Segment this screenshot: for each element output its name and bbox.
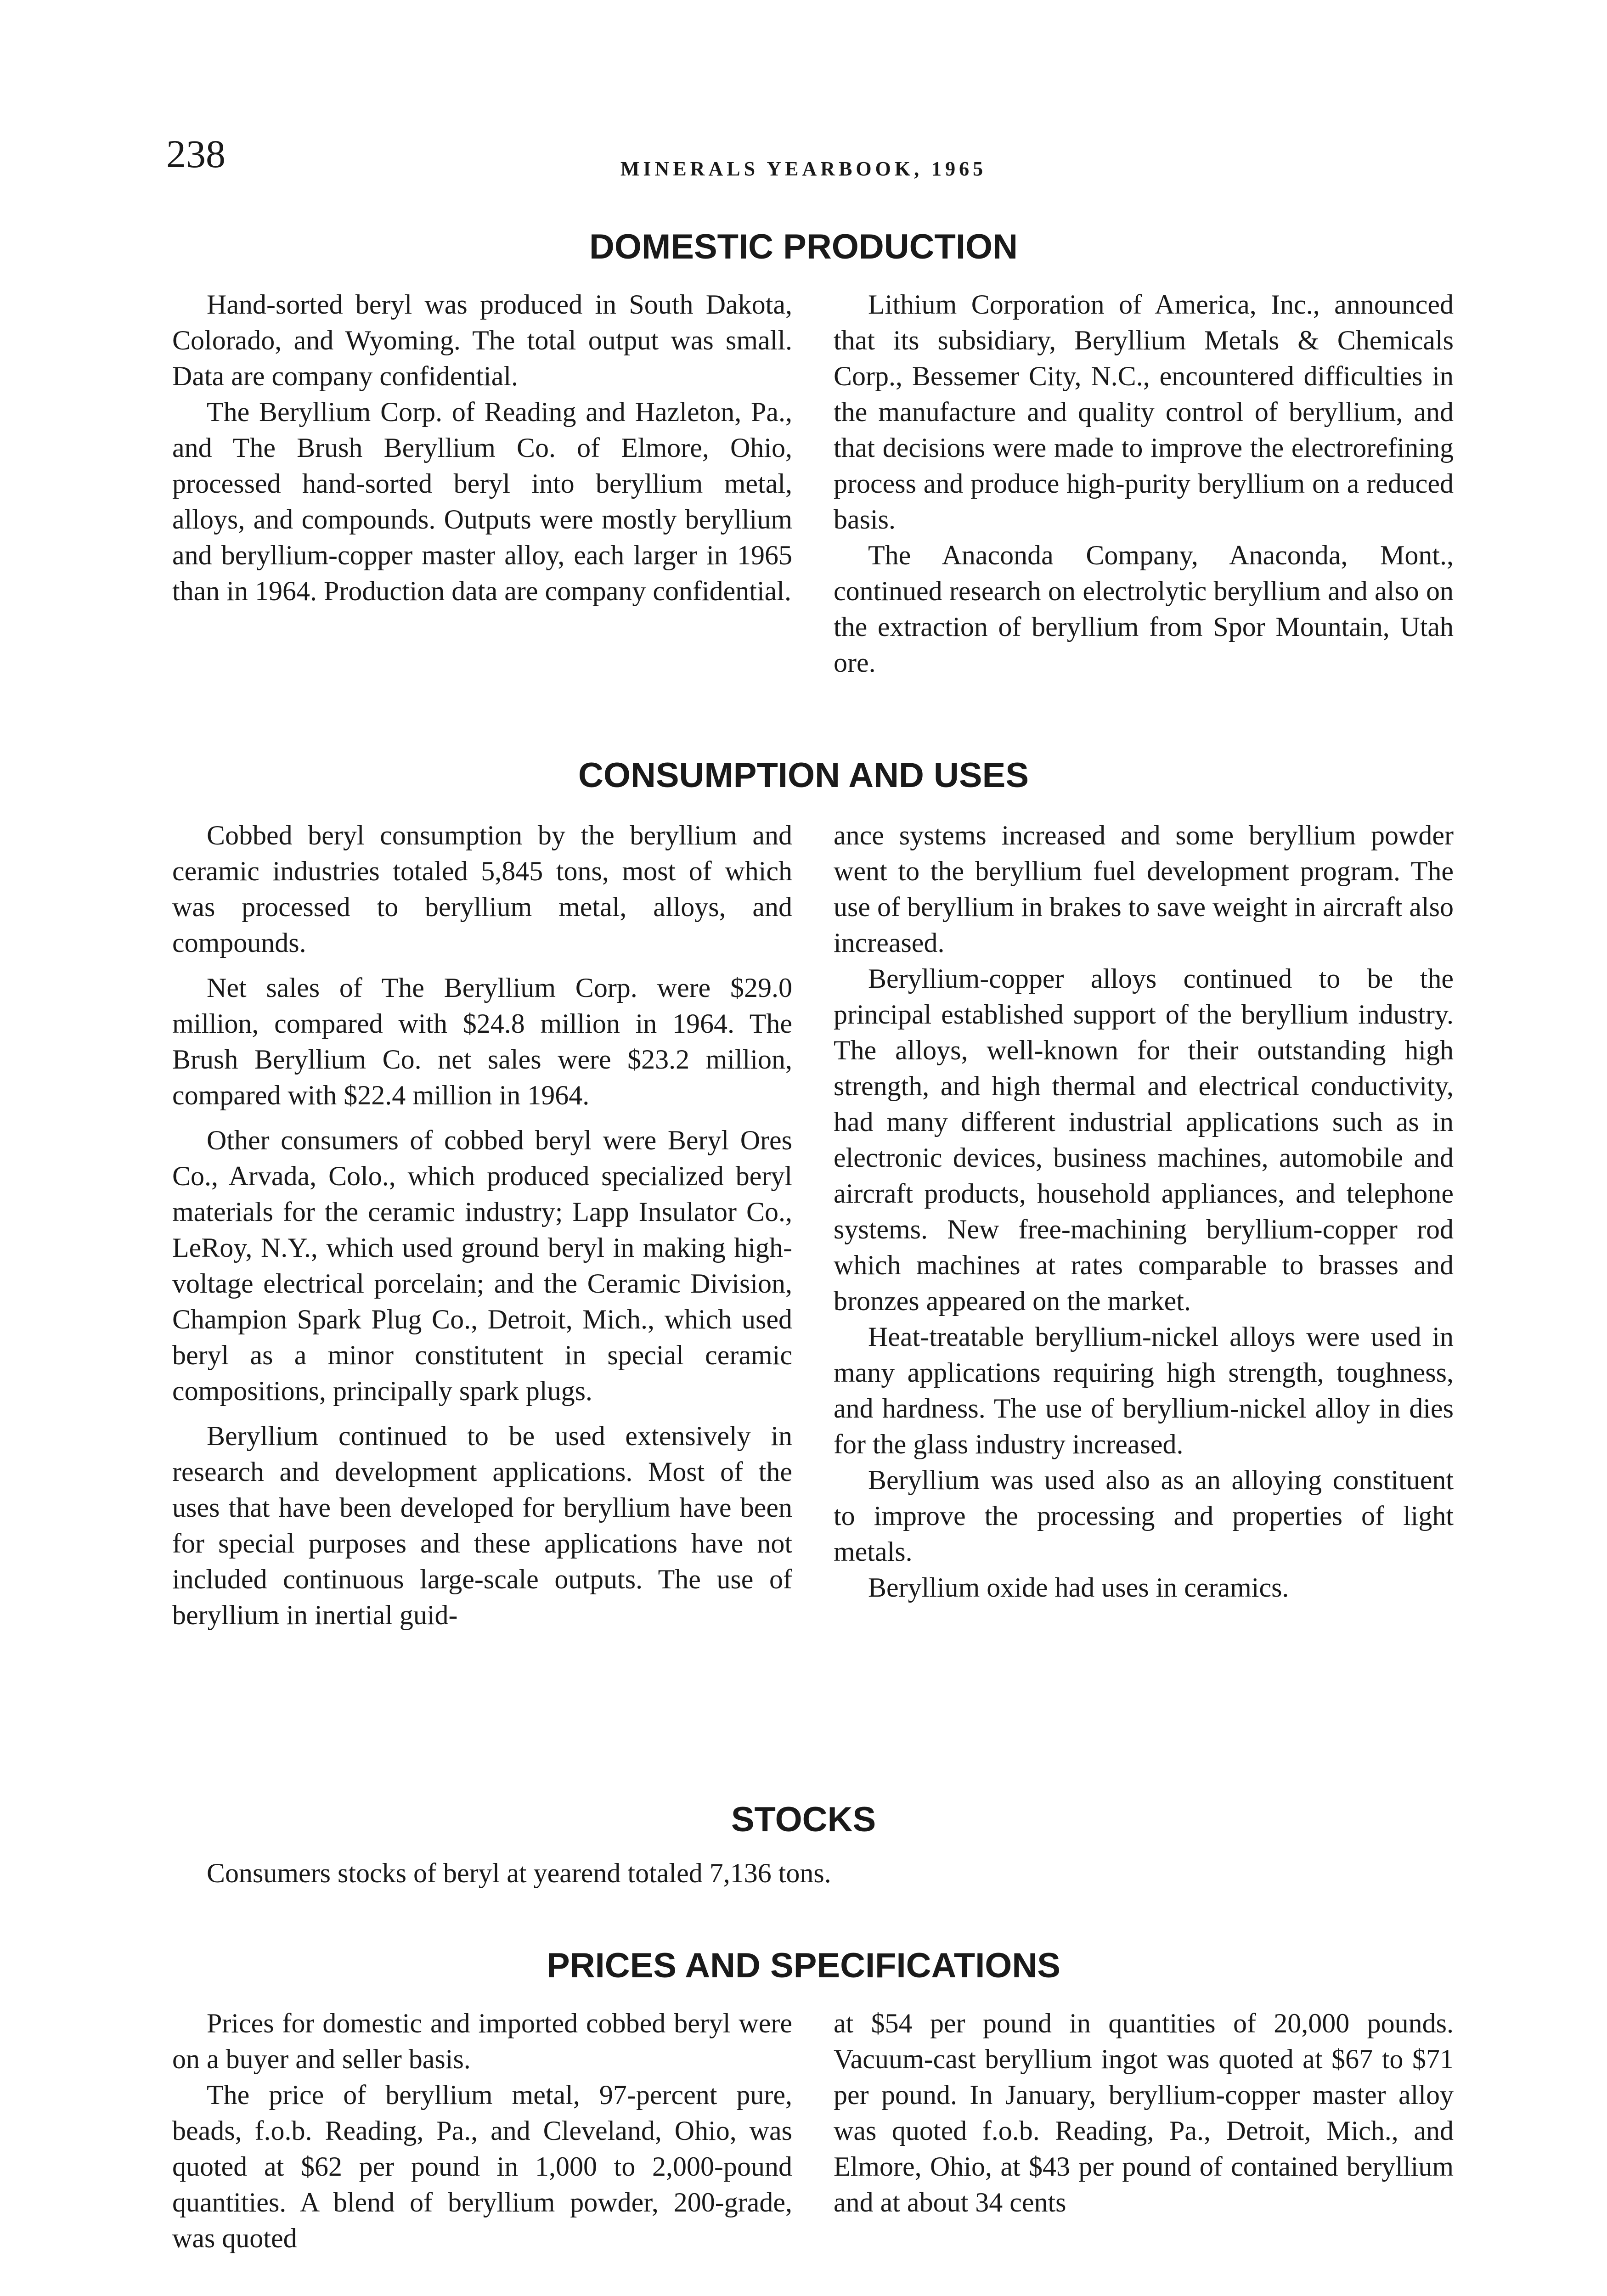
paragraph: Other consumers of cobbed beryl were Beryl Ores Co., Arvada, Colo., which produced specialized beryl materials for the ceramic industry; Lapp Insulator Co., LeRoy, N.Y., which used ground beryl in making high-voltage electrical porcelain; and the Ceramic Division, Champion Spark Plug Co., Detroit, Mich., which used beryl as a minor constitutent in special ceramic compositions, principally spark plugs.: [172, 1125, 792, 1406]
paragraph: Net sales of The Beryllium Corp. were $29.0 million, compared with $24.8 million in 1964. The Brush Beryllium Co. net sales were $23.2 million, compared with $22.4 million in 1964.: [172, 973, 792, 1110]
prices-right-column: [834, 2005, 1454, 2220]
paragraph: Consumers stocks of beryl at yearend totaled 7,136 tons.: [207, 1858, 831, 1888]
domestic-production-right-column: [834, 287, 1454, 681]
paragraph: Beryllium was used also as an alloying constituent to improve the processing and properties of light metals.: [834, 1465, 1454, 1567]
paragraph: Heat-treatable beryllium-nickel alloys were used in many applications requiring high strength, toughness, and hardness. The use of beryllium-nickel alloy in dies for the glass industry increased.: [834, 1322, 1454, 1459]
paragraph-continuation: at $54 per pound in quantities of 20,000 pounds. Vacuum-cast beryllium ingot was quoted at $67 to $71 per pound. In January, beryllium-copper master alloy was quoted f.o.b. Reading, Pa., Detroit, Mich., and Elmore, Ohio, at $43 per pound of contained beryllium and at about 34 cents: [834, 2008, 1454, 2217]
paragraph: Prices for domestic and imported cobbed beryl were on a buyer and seller basis.: [172, 2008, 792, 2074]
paragraph: The Beryllium Corp. of Reading and Hazleton, Pa., and The Brush Beryllium Co. of Elmore, Ohio, processed hand-sorted beryl into beryllium metal, alloys, and compounds. Outputs were mostly beryllium and beryllium-copper master alloy, each larger in 1965 than in 1964. Production data are company confidential.: [172, 397, 792, 606]
paragraph: Beryllium-copper alloys continued to be the principal established support of the beryllium industry. The alloys, well-known for their outstanding high strength, and high thermal and electrical conductivity, had many different industrial applications such as in electronic devices, business machines, automobile and aircraft products, household appliances, and telephone systems. New free-machining beryllium-copper rod which machines at rates comparable to brasses and bronzes appeared on the market.: [834, 963, 1454, 1316]
stocks-text: [172, 1855, 1454, 1891]
paragraph: Beryllium oxide had uses in ceramics.: [868, 1572, 1289, 1603]
prices-left-column: [172, 2005, 792, 2256]
paragraph: Beryllium continued to be used extensively in research and development applications. Most of the uses that have been developed for beryllium have been for special purposes and these applications have not included continuous large-scale outputs. The use of beryllium in inertial guid-: [172, 1421, 792, 1630]
page-number: 238: [166, 132, 226, 176]
heading-stocks: STOCKS: [731, 1800, 876, 1839]
consumption-right-column: [834, 817, 1454, 1605]
paragraph-continuation: ance systems increased and some beryllium powder went to the beryllium fuel development program. The use of beryllium in brakes to save weight in aircraft also increased.: [834, 820, 1454, 958]
paragraph: The Anaconda Company, Anaconda, Mont., continued research on electrolytic beryllium and also on the extraction of beryllium from Spor Mountain, Utah ore.: [834, 540, 1454, 678]
running-title: MINERALS YEARBOOK, 1965: [620, 158, 987, 180]
domestic-production-left-column: [172, 287, 792, 609]
heading-domestic-production: DOMESTIC PRODUCTION: [589, 227, 1018, 266]
heading-consumption-and-uses: CONSUMPTION AND USES: [578, 756, 1029, 795]
paragraph: The price of beryllium metal, 97-percent pure, beads, f.o.b. Reading, Pa., and Cleveland, Ohio, was quoted at $62 per pound in 1,000 to 2,000-pound quantities. A blend of beryllium powder, 200-grade, was quoted: [172, 2080, 792, 2253]
heading-prices-and-specifications: PRICES AND SPECIFICATIONS: [547, 1946, 1060, 1985]
paragraph: Cobbed beryl consumption by the beryllium and ceramic industries totaled 5,845 tons, most of which was processed to beryllium metal, alloys, and compounds.: [172, 820, 792, 958]
paragraph: Lithium Corporation of America, Inc., announced that its subsidiary, Beryllium Metals & Chemicals Corp., Bessemer City, N.C., encountered difficulties in the manufacture and quality control of beryllium, and that decisions were made to improve the electrorefining process and produce high-purity beryllium on a reduced basis.: [834, 289, 1454, 535]
consumption-left-column: [172, 817, 792, 1633]
paragraph: Hand-sorted beryl was produced in South Dakota, Colorado, and Wyoming. The total output was small. Data are company confidential.: [172, 289, 792, 391]
